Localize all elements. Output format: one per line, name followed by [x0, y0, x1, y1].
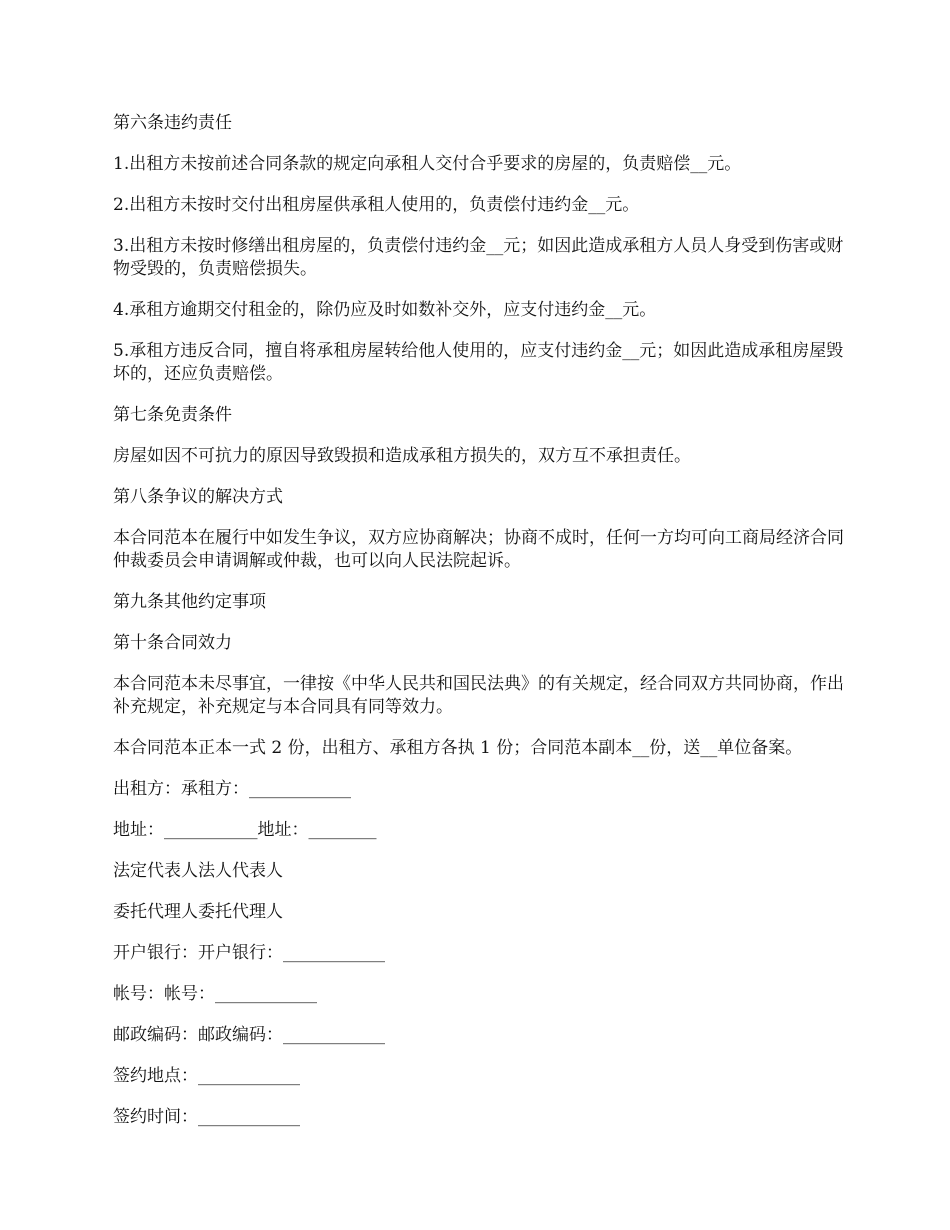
signature-parties: 出租方：承租方：____________ [113, 779, 351, 799]
article-9-heading: 第九条其他约定事项 [113, 592, 266, 612]
article-7-text: 房屋如因不可抗力的原因导致毁损和造成承租方损失的，双方互不承担责任。 [113, 446, 691, 466]
clause-6-3: 3.出租方未按时修缮出租房屋的，负责偿付违约金__元；如因此造成承租方人员人身受到伤害或财物受毁的，负责赔偿损失。 [113, 236, 844, 279]
signature-legal-rep: 法定代表人法人代表人 [113, 861, 283, 881]
copies-text: 本合同范本正本一式 2 份，出租方、承租方各执 1 份；合同范本副本__份，送__单位备案。 [113, 738, 803, 758]
article-8-heading: 第八条争议的解决方式 [113, 487, 283, 507]
signature-postcode: 邮政编码：邮政编码：____________ [113, 1025, 385, 1045]
article-7-heading: 第七条免责条件 [113, 405, 232, 425]
clause-6-2: 2.出租方未按时交付出租房屋供承租人使用的，负责偿付违约金__元。 [113, 195, 640, 215]
signature-address: 地址：___________地址：________ [113, 820, 377, 840]
signature-bank: 开户银行：开户银行：____________ [113, 943, 385, 963]
clause-6-5: 5.承租方违反合同，擅自将承租房屋转给他人使用的，应支付违约金__元；如因此造成承租房屋毁坏的，还应负责赔偿。 [113, 341, 844, 384]
document-page [113, 112, 848, 1129]
article-6-heading: 第六条违约责任 [113, 113, 232, 133]
clause-6-4: 4.承租方逾期交付租金的，除仍应及时如数补交外，应支付违约金__元。 [113, 300, 657, 320]
signing-time: 签约时间：____________ [113, 1107, 300, 1127]
article-10-text: 本合同范本未尽事宜，一律按《中华人民共和国民法典》的有关规定，经合同双方共同协商，作出补充规定，补充规定与本合同具有同等效力。 [113, 674, 844, 717]
signature-agent: 委托代理人委托代理人 [113, 902, 283, 922]
signing-place: 签约地点：____________ [113, 1066, 300, 1086]
article-10-heading: 第十条合同效力 [113, 633, 232, 653]
article-8-text: 本合同范本在履行中如发生争议，双方应协商解决；协商不成时，任何一方均可向工商局经济合同仲裁委员会申请调解或仲裁，也可以向人民法院起诉。 [113, 528, 844, 571]
signature-account: 帐号：帐号：____________ [113, 984, 317, 1004]
clause-6-1: 1.出租方未按前述合同条款的规定向承租人交付合乎要求的房屋的，负责赔偿__元。 [113, 154, 742, 174]
